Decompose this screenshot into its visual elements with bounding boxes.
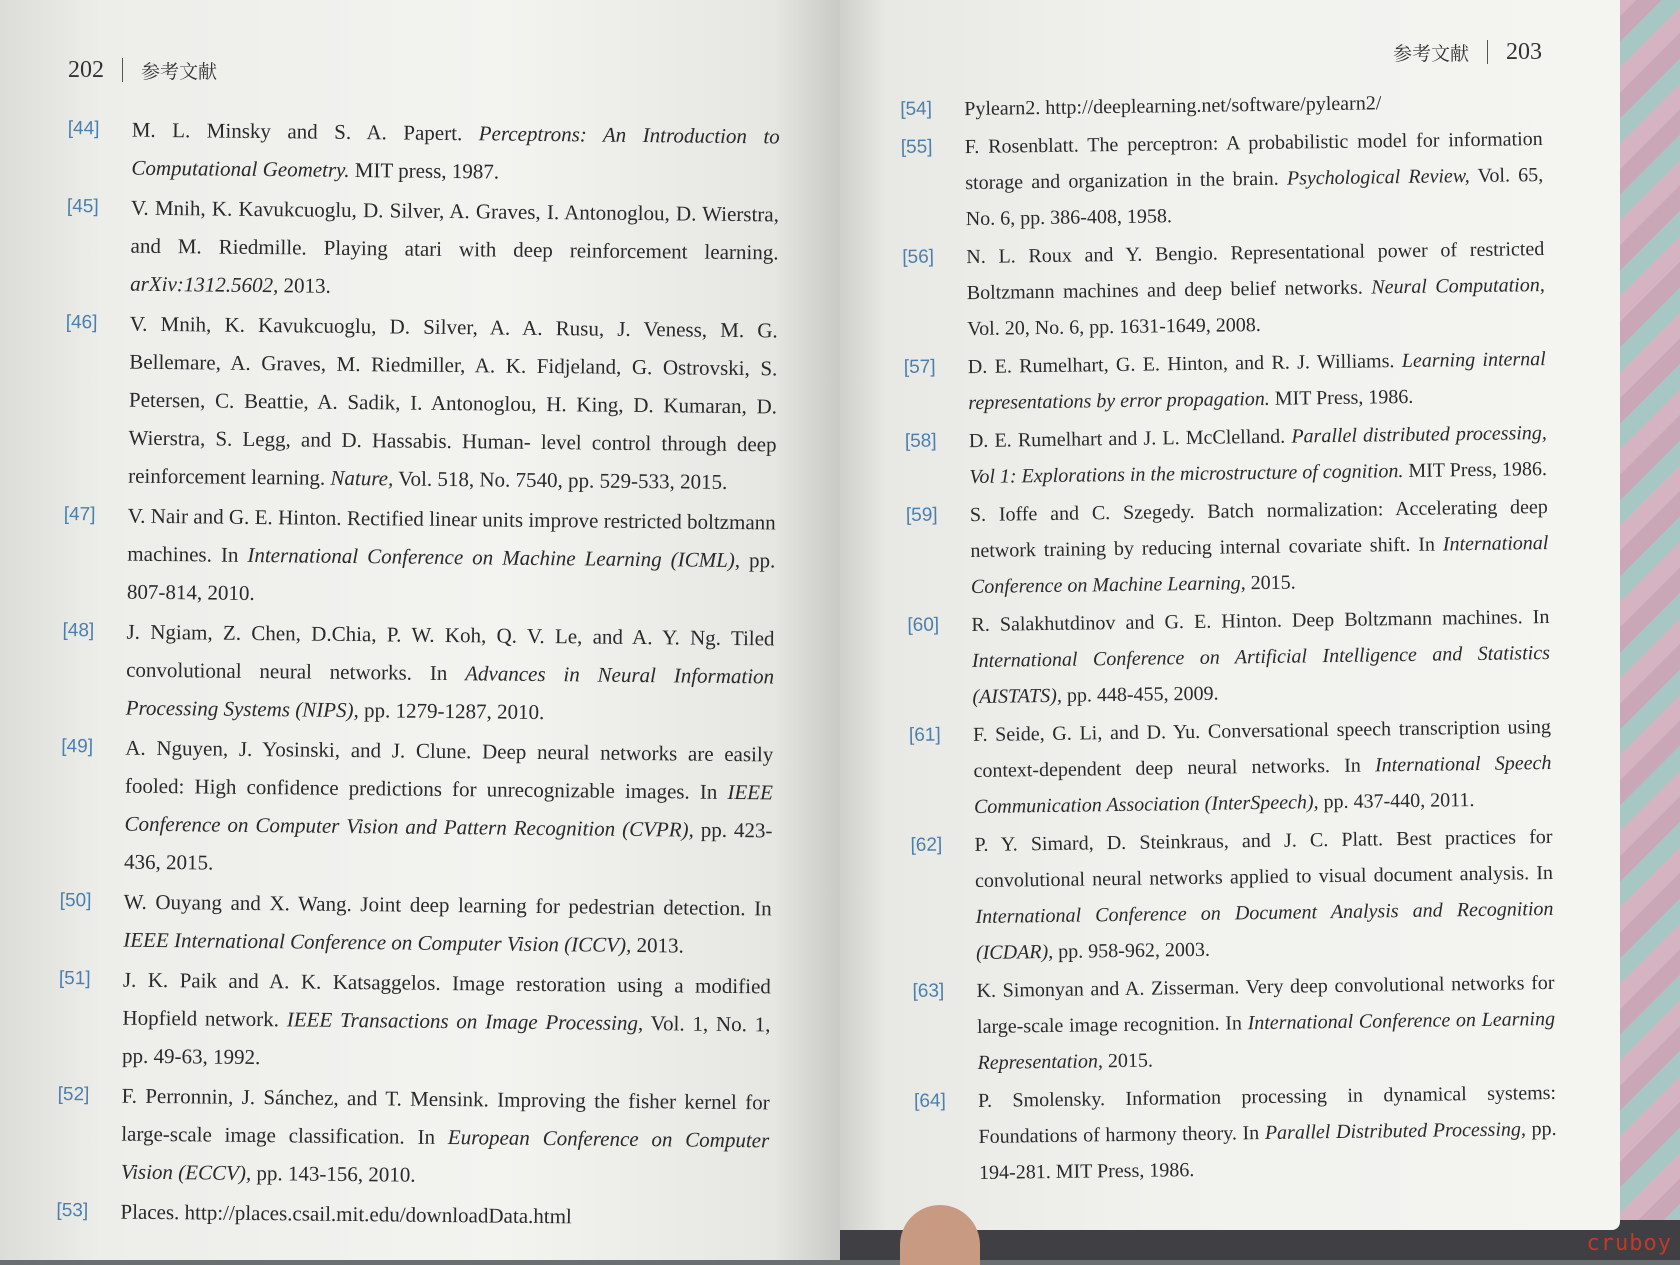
- reference-text: J. K. Paik and A. K. Katsaggelos. Image restoration using a modified Hopfield network. IEEE Transactions on Image Processing, Vol. 1, No. 1, pp. 49-63, 1992.: [121, 967, 771, 1070]
- reference-entry: [902, 231, 1545, 348]
- reference-entry: [62, 612, 775, 733]
- reference-number: [52]: [57, 1083, 90, 1106]
- reference-number: [61]: [908, 724, 941, 746]
- reference-number: [64]: [913, 1090, 946, 1112]
- reference-entry: [905, 415, 1548, 496]
- reference-text: R. Salakhutdinov and G. E. Hinton. Deep Boltzmann machines. In International Conference on Artificial Intelligence and Statistics (AISTATS), pp. 448-455, 2009.: [971, 605, 1551, 709]
- reference-number: [49]: [61, 735, 94, 758]
- reference-text: F. Seide, G. Li, and D. Yu. Conversational speech transcription using context-dependent deep neural networks. In International Speech Communication Association (InterSpeech), pp. 437-440, 2011.: [972, 715, 1552, 819]
- reference-list: [56, 110, 780, 1237]
- reference-text: M. L. Minsky and S. A. Papert. Perceptrons: An Introduction to Computational Geometry. MIT press, 1987.: [131, 117, 780, 184]
- reference-entry: [910, 819, 1554, 972]
- reference-number: [45]: [66, 195, 99, 218]
- reference-entry: [60, 728, 774, 887]
- reference-number: [55]: [900, 136, 933, 158]
- reference-text: D. E. Rumelhart and J. L. McClelland. Parallel distributed processing, Vol 1: Explorations in the microstructure of cognition. MIT Press, 1986.: [968, 422, 1548, 489]
- reference-entry: [914, 1075, 1557, 1192]
- left-page: [0, 0, 840, 1260]
- reference-number: [59]: [905, 504, 938, 526]
- reference-entry: [906, 489, 1549, 606]
- reference-entry: [901, 121, 1544, 238]
- reference-number: [51]: [58, 967, 91, 990]
- reference-number: [57]: [903, 356, 936, 378]
- reference-number: [58]: [904, 430, 937, 452]
- reference-text: P. Y. Simard, D. Steinkraus, and J. C. Platt. Best practices for convolutional neural networks applied to visual document analysis. In International Conference on Document Analysis and Recognition (ICDAR), pp. 958-962, 2003.: [974, 825, 1554, 965]
- reference-text: K. Simonyan and A. Zisserman. Very deep convolutional networks for large-scale image recognition. In International Conference on Learning Representation, 2015.: [976, 971, 1556, 1075]
- reference-entry: [63, 496, 776, 617]
- reference-text: V. Nair and G. E. Hinton. Rectified linear units improve restricted boltzmann machines. In International Conference on Machine Learning (ICML), pp. 807-814, 2010.: [126, 503, 776, 605]
- reference-entry: [66, 188, 779, 309]
- reference-entry: [900, 83, 1542, 128]
- header-divider: [122, 58, 123, 82]
- page-number: 202: [68, 56, 104, 83]
- reference-number: [50]: [59, 889, 92, 912]
- reference-text: D. E. Rumelhart, G. E. Hinton, and R. J. Williams. Learning internal representations by error propagation. MIT Press, 1986.: [967, 348, 1546, 415]
- reference-text: J. Ngiam, Z. Chen, D.Chia, P. W. Koh, Q. V. Le, and A. Y. Ng. Tiled convolutional neural networks. In Advances in Neural Information Processing Systems (NIPS), pp. 1279-1287, 2010.: [125, 619, 775, 725]
- reference-text: A. Nguyen, J. Yosinski, and J. Clune. Deep neural networks are easily fooled: High confidence predictions for unrecognizable images. In IEEE Conference on Computer Vision and Pattern Recognition (CVPR), pp. 423-436, 2015.: [124, 735, 774, 875]
- header-divider: [1487, 40, 1488, 64]
- reference-text: F. Rosenblatt. The perceptron: A probabilistic model for information storage and organization in the brain. Psychological Review, Vol. 65, No. 6, pp. 386-408, 1958.: [964, 128, 1544, 231]
- reference-entry: [57, 1076, 770, 1197]
- reference-text: V. Mnih, K. Kavukcuoglu, D. Silver, A. Graves, I. Antonoglou, D. Wierstra, and M. Riedmille. Playing atari with deep reinforcement learning. arXiv:1312.5602, 2013.: [130, 195, 780, 298]
- reference-number: [60]: [907, 614, 940, 636]
- reference-number: [48]: [62, 619, 95, 642]
- reference-number: [53]: [56, 1199, 89, 1222]
- reference-text: S. Ioffe and C. Szegedy. Batch normalization: Accelerating deep network training by reducing internal covariate shift. In International Conference on Machine Learning, 2015.: [969, 495, 1549, 599]
- reference-entry: [56, 1192, 768, 1237]
- right-page: [840, 0, 1620, 1230]
- reference-number: [62]: [910, 834, 943, 856]
- watermark: cruboy: [1586, 1231, 1672, 1256]
- reference-number: [46]: [65, 311, 98, 334]
- section-title: 参考文献: [1392, 42, 1469, 65]
- page-number: 203: [1506, 38, 1542, 65]
- reference-text: P. Smolensky. Information processing in dynamical systems: Foundations of harmony theory. In Parallel Distributed Processing, pp. 194-281. MIT Press, 1986.: [977, 1081, 1557, 1184]
- reference-entry: [59, 882, 772, 965]
- reference-number: [47]: [63, 503, 96, 526]
- reference-number: [54]: [900, 98, 933, 120]
- reference-entry: [907, 599, 1550, 716]
- reference-text: F. Perronnin, J. Sánchez, and T. Mensink. Improving the fisher kernel for large-scale image classification. In European Conference on Computer Vision (ECCV), pp. 143-156, 2010.: [120, 1083, 770, 1187]
- reference-number: [56]: [902, 246, 935, 268]
- reference-entry: [909, 709, 1552, 826]
- reference-entry: [912, 965, 1555, 1082]
- left-page-header: [68, 48, 780, 92]
- reference-list: [900, 83, 1557, 1192]
- reference-entry: [58, 960, 771, 1081]
- reference-entry: [67, 110, 780, 193]
- reference-text: Places. http://places.csail.mit.edu/downloadData.html: [120, 1199, 572, 1229]
- reference-entry: [64, 304, 778, 501]
- reference-number: [44]: [67, 117, 100, 140]
- section-title: 参考文献: [141, 60, 218, 83]
- reference-text: V. Mnih, K. Kavukcuoglu, D. Silver, A. A. Rusu, J. Veness, M. G. Bellemare, A. Graves, M. Riedmiller, A. K. Fidjeland, G. Ostrovski, S. Petersen, C. Beattie, A. Sadik, I. Antonoglou, H. King, D. Kumaran, D. Wierstra, S. Legg, and D. Hassabis. Human- level control through deep reinforcement learning. Nature, Vol. 518, No. 7540, pp. 529-533, 2015.: [128, 311, 778, 494]
- right-page-header: [900, 30, 1542, 74]
- reference-text: N. L. Roux and Y. Bengio. Representational power of restricted Boltzmann machines and deep belief networks. Neural Computation, Vol. 20, No. 6, pp. 1631-1649, 2008.: [966, 238, 1545, 341]
- reference-number: [63]: [912, 980, 945, 1002]
- reference-entry: [904, 341, 1547, 422]
- reference-text: W. Ouyang and X. Wang. Joint deep learning for pedestrian detection. In IEEE International Conference on Computer Vision (ICCV), 2013.: [123, 889, 772, 958]
- reference-text: Pylearn2. http://deeplearning.net/software/pylearn2/: [964, 92, 1382, 121]
